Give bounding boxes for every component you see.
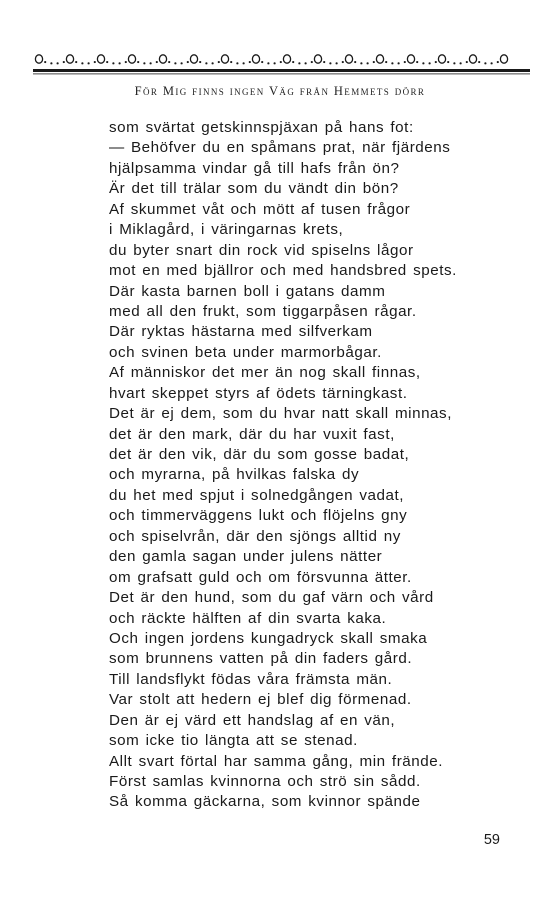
decorative-header-border [33, 48, 530, 82]
poem-line: och timmerväggens lukt och flöjelns gny [109, 507, 408, 525]
poem-line: som icke tio längta att se stenad. [109, 732, 358, 750]
poem-line: Är det till trälar som du vändt din bön? [109, 180, 399, 198]
poem-line: det är den vik, där du som gosse badat, [109, 446, 410, 463]
poem-line: som brunnens vatten på din faders gård. [109, 650, 413, 668]
poem-line: Af skummet våt och mött af tusen frågor [109, 200, 411, 218]
page-number: 59 [483, 832, 500, 848]
poem-line: Den är ej värd ett handslag af en vän, [109, 711, 396, 729]
poem-line: mot en med bjällror och med handsbred spets. [109, 262, 457, 280]
poem-line: Af människor det mer än nog skall finnas, [109, 364, 421, 382]
poem-text [109, 118, 539, 813]
poem-line: som svärtat getskinnspjäxan på hans fot: [109, 119, 414, 136]
poem-line: om grafsatt guld och om försvunna ätter. [109, 568, 412, 586]
poem-line: Så komma gäckarna, som kvinnor spände [109, 793, 421, 811]
poem-line: du byter snart din rock vid spiselns lågor [109, 241, 414, 259]
running-header: För Mig finns ingen Väg från Hemmets dörr [134, 84, 426, 98]
poem-line: och myrarna, på hvilkas falska dy [109, 466, 360, 484]
poem-line: Och ingen jordens kungadryck skall smaka [109, 629, 428, 647]
poem-line: den gamla sagan under julens nätter [109, 548, 383, 566]
poem-line: hvart skeppet styrs af ödets tärningkast. [109, 384, 408, 402]
poem-line: med all den frukt, som tiggarpåsen rågar. [109, 302, 417, 320]
poem-line: hjälpsamma vindar gå till hafs från ön? [109, 159, 400, 177]
poem-line: du het med spjut i solnedgången vadat, [109, 486, 405, 504]
poem-line: — Behöfver du en spåmans prat, när fjärdens [109, 139, 451, 157]
poem-line: och räckte hälften af din svarta kaka. [109, 609, 387, 627]
poem-line: och spiselvrån, där den sjöngs alltid ny [109, 527, 401, 545]
poem-line: det är den mark, där du har vuxit fast, [109, 425, 395, 443]
poem-line: Allt svart förtal har samma gång, min frände. [109, 752, 444, 770]
poem-line: Där kasta barnen boll i gatans damm [109, 282, 386, 300]
poem-line: Det är den hund, som du gaf värn och vård [109, 589, 434, 607]
poem-line: Var stolt att hedern ej blef dig förmenad. [109, 691, 412, 709]
poem-line: och svinen beta under marmorbågar. [109, 343, 382, 361]
poem-line: Till landsflykt födas våra främsta män. [109, 670, 393, 688]
poem-line: Det är ej dem, som du hvar natt skall minnas, [109, 405, 452, 423]
poem-line: Först samlas kvinnorna och strö sin sådd. [109, 773, 421, 790]
poem-line: Där ryktas hästarna med silfverkam [109, 323, 373, 341]
poem-line: i Miklagård, i väringarnas krets, [109, 221, 344, 239]
